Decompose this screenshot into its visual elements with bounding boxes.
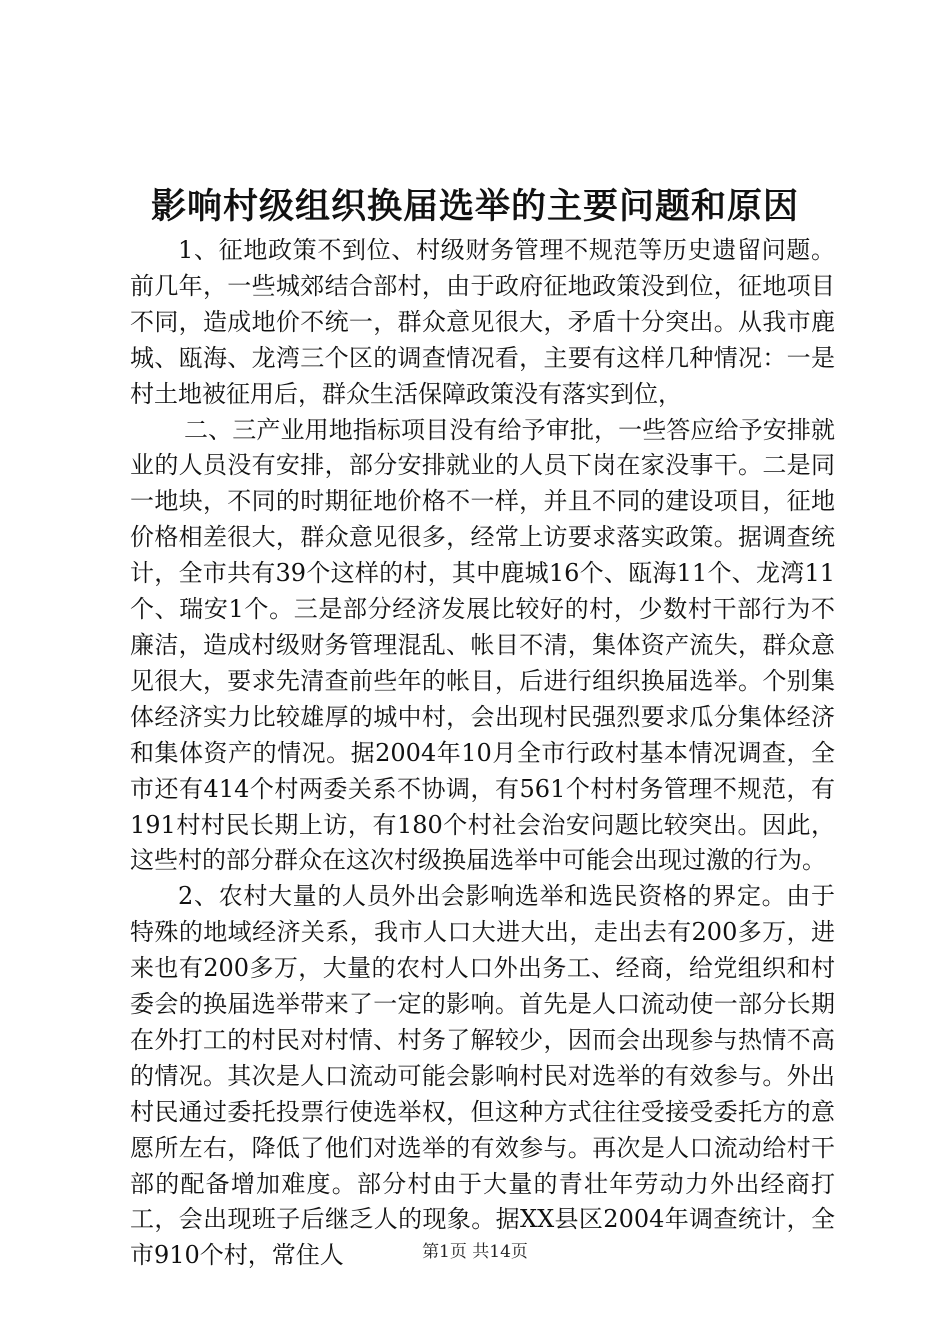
page-footer: 第1页 共14页 — [422, 1242, 528, 1262]
document-body — [130, 233, 835, 1274]
paragraph-1: 1、征地政策不到位、村级财务管理不规范等历史遗留问题。前几年，一些城郊结合部村，由于政府征地政策没到位，征地项目不同，造成地价不统一，群众意见很大，矛盾十分突出。从我市鹿城、瓯海、龙湾三个区的调查情况看，主要有这样几种情况：一是村土地被征用后，群众生活保障政策没有落实到位， — [130, 236, 835, 408]
paragraph-2: 二、三产业用地指标项目没有给予审批，一些答应给予安排就业的人员没有安排，部分安排就业的人员下岗在家没事干。二是同一地块，不同的时期征地价格不一样，并且不同的建设项目，征地价格相差很大，群众意见很多，经常上访要求落实政策。据调查统计，全市共有39个这样的村，其中鹿城16个、瓯海11个、龙湾11个、瑞安1个。三是部分经济发展比较好的村，少数村干部行为不廉洁，造成村级财务管理混乱、帐目不清，集体资产流失，群众意见很大，要求先清查前些年的帐目，后进行组织换届选举。个别集体经济实力比较雄厚的城中村，会出现村民强烈要求瓜分集体经济和集体资产的情况。据2004年10月全市行政村基本情况调查，全市还有414个村两委关系不协调，有561个村村务管理不规范，有191村村民长期上访，有180个村社会治安问题比较突出。因此，这些村的部分群众在这次村级换届选举中可能会出现过激的行为。 — [130, 415, 835, 875]
paragraph-3: 2、农村大量的人员外出会影响选举和选民资格的界定。由于特殊的地域经济关系，我市人口大进大出，走出去有200多万，进来也有200多万，大量的农村人口外出务工、经商，给党组织和村委会的换届选举带来了一定的影响。首先是人口流动使一部分长期在外打工的村民对村情、村务了解较少，因而会出现参与热情不高的情况。其次是人口流动可能会影响村民对选举的有效参与。外出村民通过委托投票行使选举权，但这种方式往往受接受委托方的意愿所左右，降低了他们对选举的有效参与。再次是人口流动给村干部的配备增加难度。部分村由于大量的青壮年劳动力外出经商打工，会出现班子后继乏人的现象。据XX县区2004年调查统计，全市910个村，常住人 — [130, 882, 835, 1270]
page-title: 影响村级组织换届选举的主要问题和原因 — [150, 186, 799, 227]
